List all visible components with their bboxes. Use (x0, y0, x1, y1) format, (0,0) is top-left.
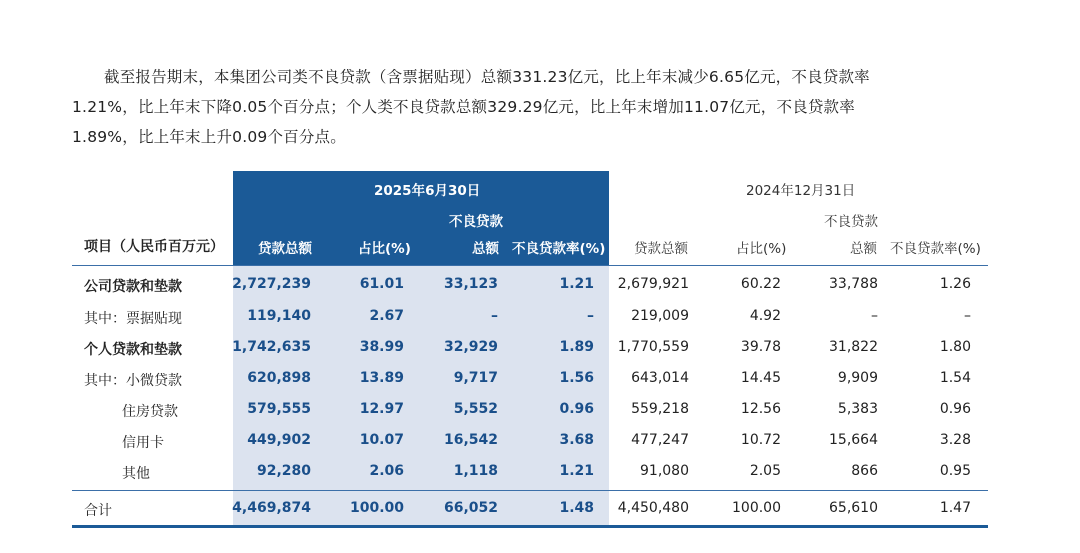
header-npl-ratio-2025: 不良贷款率(%) (512, 241, 606, 257)
header-date-2024: 2024年12月31日 (746, 183, 856, 199)
row-label: 个人贷款和垫款 (84, 342, 182, 358)
row-label: 信用卡 (122, 435, 164, 451)
table-cell-a: 92,280 (256, 463, 311, 479)
header-npl-ratio-2024: 不良贷款率(%) (890, 241, 981, 257)
header-npl-bottom-2025: 总额 (472, 241, 499, 257)
table-cell-h: 1.80 (939, 339, 971, 355)
header-date-2025: 2025年6月30日 (374, 183, 481, 199)
table-cell-g: 31,822 (829, 339, 878, 355)
total-cell-d: 1.48 (559, 500, 594, 516)
table-cell-h: 1.26 (939, 276, 971, 292)
table-cell-e: 219,009 (631, 308, 689, 324)
header-loans-2025: 贷款总额 (258, 241, 312, 257)
table-cell-a: 449,902 (247, 432, 311, 448)
table-cell-b: 12.97 (359, 401, 404, 417)
header-share-2025: 占比(%) (358, 241, 411, 257)
row-label: 其他 (122, 466, 150, 482)
table-cell-b: 13.89 (359, 370, 404, 386)
table-cell-f: 14.45 (740, 370, 781, 386)
table-cell-e: 643,014 (631, 370, 689, 386)
summary-line-3: 1.89%，比上年末上升0.09个百分点。 (72, 128, 346, 146)
row-label: 住房贷款 (122, 404, 178, 420)
total-cell-h: 1.47 (939, 500, 971, 516)
table-cell-d: – (587, 308, 594, 324)
table-cell-g: 5,383 (837, 401, 878, 417)
total-divider (72, 490, 988, 491)
table-cell-a: 1,742,635 (232, 339, 311, 355)
header-item: 项目（人民币百万元） (84, 239, 224, 255)
table-cell-c: 1,118 (453, 463, 498, 479)
total-label: 合计 (84, 503, 112, 519)
table-cell-g: 9,909 (837, 370, 878, 386)
table-cell-b: 2.06 (369, 463, 404, 479)
table-cell-e: 559,218 (631, 401, 689, 417)
header-divider (72, 265, 988, 266)
header-loans-2024: 贷款总额 (634, 241, 688, 257)
table-cell-b: 61.01 (359, 276, 404, 292)
table-cell-c: 32,929 (443, 339, 498, 355)
table-cell-c: 9,717 (453, 370, 498, 386)
header-npl-top-2025: 不良贷款 (449, 214, 503, 230)
table-cell-g: – (871, 308, 878, 324)
table-cell-d: 3.68 (559, 432, 594, 448)
table-cell-b: 38.99 (359, 339, 404, 355)
highlight-column-band (233, 266, 609, 526)
table-cell-a: 620,898 (247, 370, 311, 386)
table-cell-b: 10.07 (359, 432, 404, 448)
table-cell-e: 2,679,921 (617, 276, 689, 292)
table-cell-e: 477,247 (631, 432, 689, 448)
table-cell-f: 60.22 (740, 276, 781, 292)
summary-line-1: 截至报告期末，本集团公司类不良贷款（含票据贴现）总额331.23亿元，比上年末减少6.65亿元，不良贷款率 (104, 68, 870, 86)
total-cell-e: 4,450,480 (617, 500, 689, 516)
total-cell-f: 100.00 (732, 500, 781, 516)
table-cell-a: 2,727,239 (232, 276, 311, 292)
total-cell-c: 66,052 (443, 500, 498, 516)
header-npl-bottom-2024: 总额 (850, 241, 877, 257)
header-npl-top-2024: 不良贷款 (824, 214, 878, 230)
table-cell-b: 2.67 (369, 308, 404, 324)
table-cell-c: 33,123 (443, 276, 498, 292)
summary-paragraph (72, 62, 1012, 152)
table-cell-g: 33,788 (829, 276, 878, 292)
summary-line-2: 1.21%，比上年末下降0.05个百分点；个人类不良贷款总额329.29亿元，比上年末增加11.07亿元，不良贷款率 (72, 98, 855, 116)
total-cell-a: 4,469,874 (232, 500, 311, 516)
table-cell-h: – (964, 308, 971, 324)
table-cell-d: 1.56 (559, 370, 594, 386)
table-cell-c: 5,552 (453, 401, 498, 417)
table-cell-h: 0.96 (939, 401, 971, 417)
table-cell-e: 91,080 (640, 463, 689, 479)
table-cell-g: 866 (851, 463, 878, 479)
total-cell-b: 100.00 (349, 500, 404, 516)
table-cell-h: 1.54 (939, 370, 971, 386)
header-share-2024: 占比(%) (736, 241, 787, 257)
table-cell-h: 0.95 (939, 463, 971, 479)
table-cell-f: 4.92 (749, 308, 781, 324)
table-cell-d: 1.21 (559, 463, 594, 479)
row-label: 公司贷款和垫款 (84, 279, 182, 295)
table-cell-a: 119,140 (247, 308, 311, 324)
table-cell-d: 1.21 (559, 276, 594, 292)
table-cell-a: 579,555 (247, 401, 311, 417)
table-cell-f: 39.78 (740, 339, 781, 355)
table-cell-f: 12.56 (740, 401, 781, 417)
row-label: 其中：票据贴现 (84, 311, 182, 327)
table-cell-h: 3.28 (939, 432, 971, 448)
table-cell-c: – (491, 308, 498, 324)
table-cell-e: 1,770,559 (617, 339, 689, 355)
row-label: 其中：小微贷款 (84, 373, 182, 389)
total-cell-g: 65,610 (829, 500, 878, 516)
table-cell-d: 1.89 (559, 339, 594, 355)
table-bottom-rule (72, 525, 988, 528)
table-cell-g: 15,664 (829, 432, 878, 448)
table-cell-c: 16,542 (443, 432, 498, 448)
table-cell-f: 2.05 (749, 463, 781, 479)
table-cell-f: 10.72 (740, 432, 781, 448)
table-cell-d: 0.96 (559, 401, 594, 417)
